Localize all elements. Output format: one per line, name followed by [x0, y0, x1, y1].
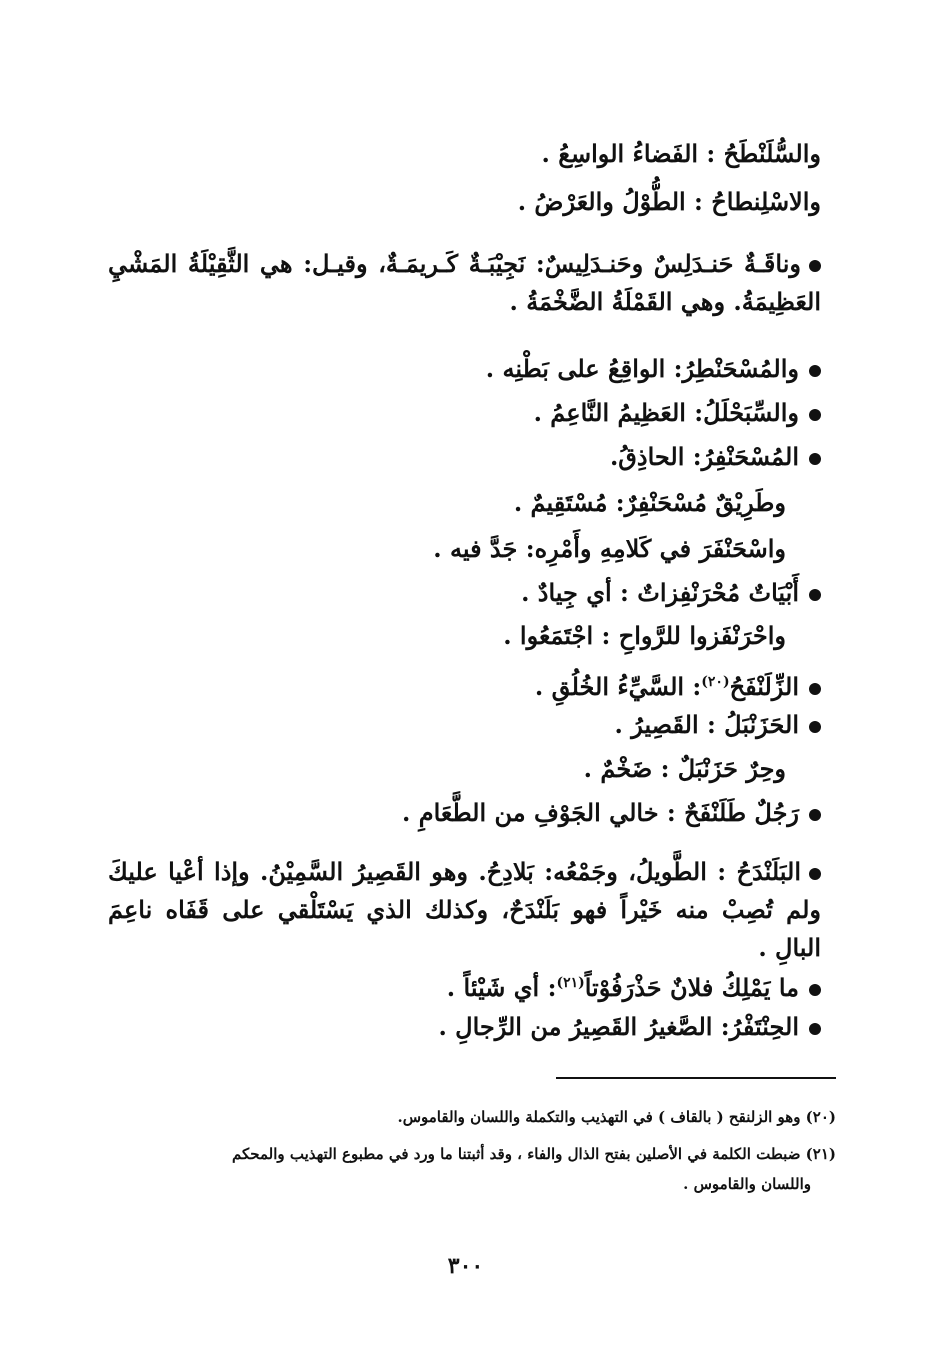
bullet-icon: [809, 809, 821, 821]
list-item-text: أَبْيَاتٌ مُحْرَنْفِزاتٌ : أي جِيادٌ .: [521, 578, 799, 607]
footnote-ref: (٢١): [556, 975, 585, 991]
list-item: [535, 666, 821, 703]
list-item-text: : أي شَيْئاً .: [446, 973, 557, 1002]
list-item: [534, 397, 821, 429]
bullet-icon: [809, 589, 821, 601]
bullet-icon: [809, 1023, 821, 1035]
sub-entry: وحِرٌ حَزَنْبَلٌ : ضَخْمٌ .: [583, 754, 786, 783]
footnote: واللسان والقاموس .: [683, 1175, 811, 1193]
list-item-text: رَجُلٌ طَلَنْفَحٌ : خالي الجَوْفِ من الطَّعَامِ .: [402, 798, 799, 827]
footnote-divider: [556, 1077, 836, 1079]
list-item: [438, 1011, 821, 1043]
list-item: [614, 709, 821, 741]
list-item: [521, 577, 821, 609]
entry-line: والاسْلِنطاحُ : الطُّوْلُ والعَرْضُ .: [517, 187, 821, 216]
list-item-text: الحَزَنْبَلُ : القَصِيرُ .: [614, 710, 799, 739]
paragraph-text: البَلَنْدَحُ : الطَّويلُ، وجَمْعُه: بَلادِحُ. وهو القَصِيرُ السَّمِيْنُ. وإذا أعْيا عليكَ ولم تُصِبْ منه خَيْراً فهو بَلَنْدَحٌ، وكذلك الذي يَسْتَلْقي على قَفَاه ناعِمَ البالِ .: [108, 857, 821, 962]
list-item-text: الحِنْتَفْرُ: الصَّغيرُ القَصِيرُ من الرِّجالِ .: [438, 1012, 799, 1041]
bullet-icon: [809, 868, 821, 880]
list-item: [447, 967, 821, 1004]
entry-paragraph: [108, 853, 821, 967]
sub-entry: وطَرِيْقٌ مُسْحَنْفِرٌ: مُسْتَقِيمٌ .: [513, 488, 786, 517]
sub-entry: واسْحَنْفَرَ في كَلامِهِ وأَمْرِه: جَدَّ فيه .: [433, 534, 786, 563]
bullet-icon: [809, 409, 821, 421]
bullet-icon: [809, 365, 821, 377]
entry-line: والسُّلَنْطَحُ : الفَضاءُ الواسِعُ .: [541, 139, 821, 168]
bullet-icon: [809, 721, 821, 733]
bullet-icon: [809, 683, 821, 695]
page-number: ٣٠٠: [447, 1253, 484, 1279]
footnote-ref: (٢٠): [701, 674, 730, 690]
footnote: (٢٠) وهو الزلنقح ( بالقاف ) في التهذيب والتكملة واللسان والقاموس.: [397, 1108, 836, 1126]
list-item-text: : السَّيِّءُ الخُلُقِ .: [534, 672, 702, 701]
entry-paragraph: [108, 245, 821, 321]
list-item: [486, 353, 821, 385]
list-item-text: والمُسْحَنْطِرُ: الواقِعُ على بَطْنِه .: [485, 354, 799, 383]
bullet-icon: [809, 453, 821, 465]
list-item: [402, 797, 821, 829]
list-item-text: والسِّبَحْلَلُ: العَظِيمُ النَّاعِمُ .: [533, 398, 799, 427]
list-item-text: ما يَمْلِكُ فلانٌ حَذْرَفُوْتاً: [584, 973, 799, 1002]
list-item-text: المُسْحَنْفِرُ: الحاذِقُ.: [609, 442, 799, 471]
bullet-icon: [809, 260, 821, 272]
footnote: (٢١) ضبطت الكلمة في الأصلين بفتح الذال والفاء ، وقد أثبتنا ما ورد في مطبوع التهذيب والمحكم: [232, 1145, 836, 1163]
list-item: [610, 441, 821, 473]
sub-entry: واحْرَنْفَزوا للرَّواحِ : اجْتَمَعُوا .: [503, 621, 786, 650]
paragraph-text: وناقَـةٌ حَنـدَلِسٌ وحَنـدَلِيسٌ: نَجِيْبَـةٌ كَـريمَـةٌ، وقيـل: هي الثَّقِيْلَةُ المَشْيِ العَظِيمَةُ. وهي القَمْلَةُ الضَّخْمَةُ .: [108, 249, 821, 316]
list-item-text: الزِّلَنْفَحُ: [729, 672, 799, 701]
bullet-icon: [809, 984, 821, 996]
